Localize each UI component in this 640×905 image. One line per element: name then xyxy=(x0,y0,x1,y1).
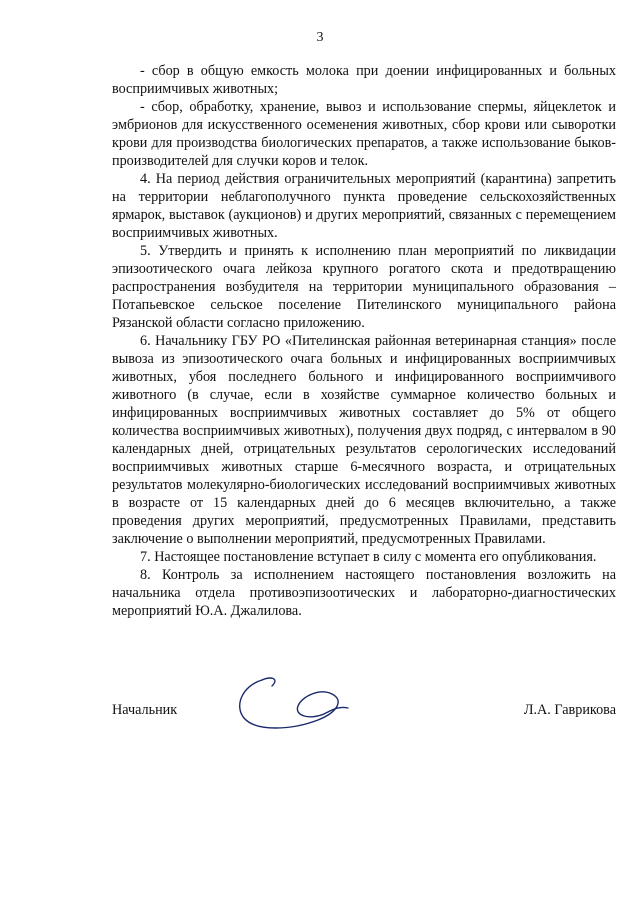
handwritten-signature xyxy=(232,672,352,734)
signer-position: Начальник xyxy=(112,702,178,718)
document-body xyxy=(112,62,616,620)
paragraph-item-8: 8. Контроль за исполнением настоящего постановления возложить на начальника отдела противоэпизоотических и лабораторно-диагностических мероприятий Ю.А. Джалилова. xyxy=(112,567,616,619)
paragraph-item-5: 5. Утвердить и принять к исполнению план мероприятий по ликвидации эпизоотического очага лейкоза крупного рогатого скота и предотвращению распространения возбудителя на территории муниципального образования – Потапьевское сельское поселение Пителинского муниципального района Рязанской области согласно приложению. xyxy=(112,243,616,331)
signer-name: Л.А. Гаврикова xyxy=(523,702,616,718)
page-number: 3 xyxy=(316,30,324,45)
signature-block xyxy=(112,702,616,726)
paragraph-milk-collection: - сбор в общую емкость молока при доении инфицированных и больных восприимчивых животных; xyxy=(112,63,616,97)
paragraph-item-4: 4. На период действия ограничительных мероприятий (карантина) запретить на территории неблагополучного пункта проведение сельскохозяйственных ярмарок, выставок (аукционов) и других мероприятий, связанных с перемещением восприимчивых животных. xyxy=(112,171,616,241)
paragraph-item-7: 7. Настоящее постановление вступает в силу с момента его опубликования. xyxy=(140,549,597,565)
paragraph-semen-collection: - сбор, обработку, хранение, вывоз и использование спермы, яйцеклеток и эмбрионов для искусственного осеменения животных, сбор крови или сыворотки крови для производства биологических препаратов, а также использование быков-производителей для случки коров и телок. xyxy=(112,99,616,169)
paragraph-item-6: 6. Начальнику ГБУ РО «Пителинская районная ветеринарная станция» после вывоза из эпизоотического очага больных и инфицированных восприимчивых животных, убоя последнего больного и инфицированного восприимчивого животного (в случае, если в хозяйстве суммарное количество больных и инфицированных восприимчивых животных составляет до 5% от общего количества восприимчивых животных), получения двух подряд, с интервалом в 90 календарных дней, отрицательных результатов серологических исследований восприимчивых животных старше 6-месячного возраста, и отрицательных результатов молекулярно-биологических исследований восприимчивых животных в возрасте от 15 календарных дней до 6 месяцев включительно, а также проведения других мероприятий, предусмотренных Правилами, представить заключение о выполнении мероприятий, предусмотренных Правилами. xyxy=(112,333,616,547)
